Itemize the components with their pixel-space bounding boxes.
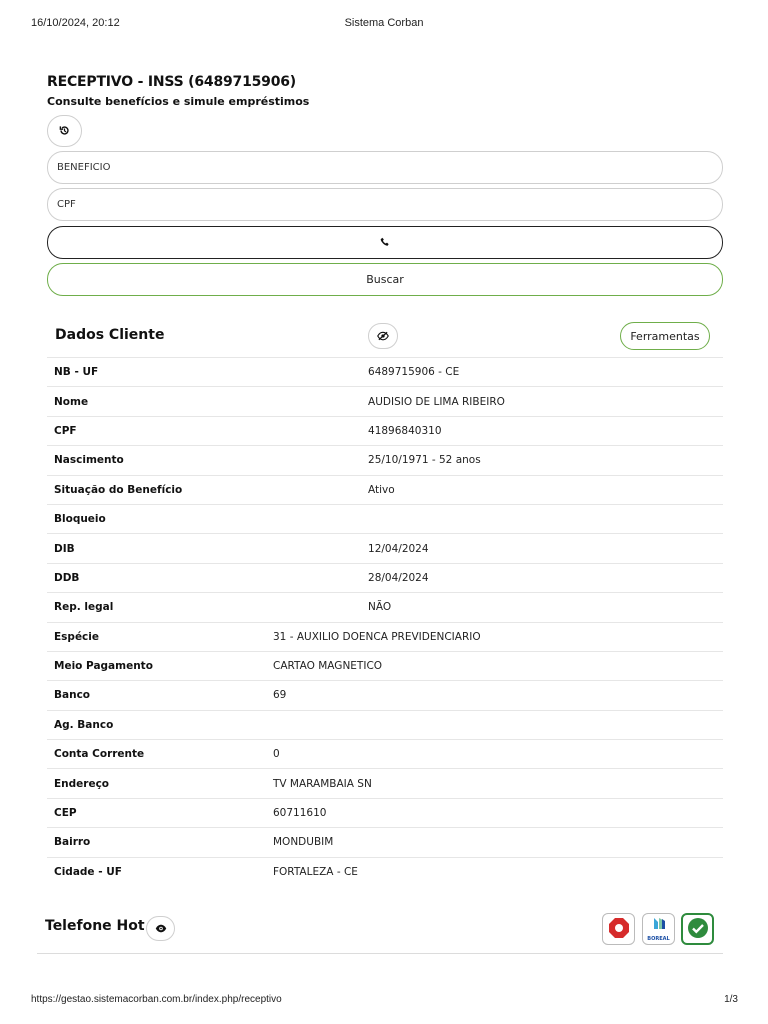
- row-value: 0: [273, 748, 280, 761]
- row-label: Banco: [54, 689, 91, 702]
- boreal-app-button[interactable]: [642, 913, 675, 945]
- row-label: Bloqueio: [54, 513, 106, 526]
- history-icon: [59, 124, 70, 139]
- row-label: Conta Corrente: [54, 748, 145, 761]
- print-datetime: 16/10/2024, 20:12: [31, 17, 120, 29]
- ferramentas-button[interactable]: Ferramentas: [620, 322, 710, 350]
- toggle-telefone-button[interactable]: [146, 916, 175, 941]
- row-label: Meio Pagamento: [54, 660, 153, 673]
- buscar-button[interactable]: Buscar: [47, 263, 723, 296]
- row-value: [361, 504, 723, 533]
- table-row: [47, 769, 723, 798]
- row-label: NB - UF: [54, 366, 99, 379]
- table-row: [47, 446, 723, 475]
- row-label: DIB: [54, 542, 75, 555]
- row-value: 28/04/2024: [368, 571, 429, 584]
- row-value: AUDISIO DE LIMA RIBEIRO: [368, 395, 505, 408]
- row-label: Endereço: [54, 777, 110, 790]
- phone-icon: [380, 235, 390, 250]
- row-value: [266, 710, 723, 739]
- table-row: [47, 740, 723, 769]
- print-url: https://gestao.sistemacorban.com.br/index.php/receptivo: [31, 994, 282, 1005]
- row-value: 41896840310: [368, 424, 442, 437]
- row-value: CARTAO MAGNETICO: [273, 660, 383, 673]
- row-label: Cidade - UF: [54, 866, 122, 879]
- table-row: [47, 387, 723, 416]
- cpf-input[interactable]: [47, 188, 723, 221]
- page-title: RECEPTIVO - INSS (6489715906): [47, 74, 296, 90]
- page-subtitle: Consulte benefícios e simule empréstimos: [47, 95, 310, 108]
- section-divider: [37, 953, 723, 954]
- print-title: Sistema Corban: [344, 17, 424, 29]
- table-row: [47, 593, 723, 622]
- phone-button[interactable]: [47, 226, 723, 259]
- table-row: [47, 475, 723, 504]
- table-row: [47, 651, 723, 680]
- table-row: [47, 857, 723, 886]
- row-value: TV MARAMBAIA SN: [273, 777, 372, 790]
- table-row: [47, 416, 723, 445]
- table-row: [47, 563, 723, 592]
- row-value: NÃO: [368, 601, 392, 614]
- row-value: 25/10/1971 - 52 anos: [368, 454, 481, 467]
- table-row: [47, 534, 723, 563]
- check-app-button[interactable]: [681, 913, 714, 945]
- dados-cliente-table: [47, 357, 723, 887]
- table-row: [47, 622, 723, 651]
- row-label: Nome: [54, 395, 89, 408]
- row-value: Ativo: [368, 483, 395, 496]
- eye-icon: [155, 921, 167, 936]
- print-page-number: 1/3: [724, 994, 738, 1005]
- row-value: 60711610: [273, 807, 327, 820]
- check-circle-icon: [687, 917, 709, 942]
- row-label: Ag. Banco: [54, 718, 114, 731]
- dados-cliente-title: Dados Cliente: [55, 327, 165, 343]
- row-value: 6489715906 - CE: [368, 366, 460, 379]
- row-label: CEP: [54, 807, 77, 820]
- red-app-icon: [608, 917, 630, 942]
- row-value: 12/04/2024: [368, 542, 429, 555]
- row-value: FORTALEZA - CE: [273, 866, 358, 879]
- row-label: Espécie: [54, 630, 100, 643]
- red-app-button[interactable]: [602, 913, 635, 945]
- row-label: Rep. legal: [54, 601, 114, 614]
- row-label: CPF: [54, 424, 77, 437]
- eye-slash-icon: [377, 329, 389, 344]
- row-value: 69: [273, 689, 287, 702]
- boreal-app-icon: [650, 917, 668, 938]
- table-row: [47, 798, 723, 827]
- boreal-app-label: BOREAL: [647, 935, 670, 942]
- row-label: DDB: [54, 571, 80, 584]
- table-row: [47, 681, 723, 710]
- row-label: Situação do Benefício: [54, 483, 183, 496]
- row-label: Nascimento: [54, 454, 124, 467]
- table-row: [47, 710, 723, 739]
- toggle-dados-button[interactable]: [368, 323, 398, 349]
- row-value: MONDUBIM: [273, 836, 334, 849]
- table-row: [47, 358, 723, 387]
- beneficio-input[interactable]: [47, 151, 723, 184]
- history-button[interactable]: [47, 115, 82, 147]
- table-row: [47, 828, 723, 857]
- telefone-hot-title: Telefone Hot: [45, 918, 145, 934]
- table-row: [47, 504, 723, 533]
- row-label: Bairro: [54, 836, 91, 849]
- row-value: 31 - AUXILIO DOENCA PREVIDENCIARIO: [273, 630, 481, 643]
